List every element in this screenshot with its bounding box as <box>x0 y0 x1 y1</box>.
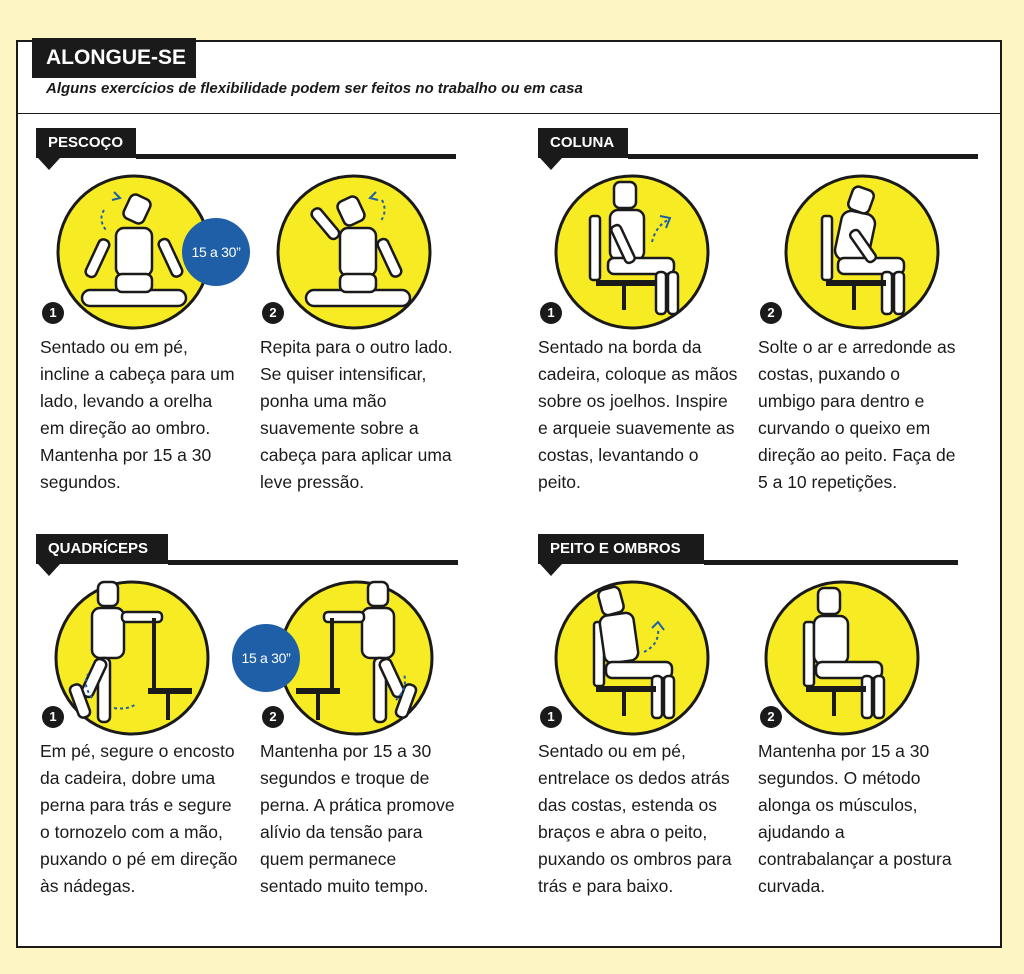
step-number: 2 <box>760 706 782 728</box>
step-description: Em pé, segure o encosto da cadeira, dobre uma perna para trás e segure o tornozelo com a mão, puxando o pé em direção às nádegas. <box>40 741 238 896</box>
page-subtitle: Alguns exercícios de flexibilidade podem ser feitos no trabalho ou em casa <box>46 80 583 97</box>
step-description: Sentado ou em pé, entrelace os dedos atrás das costas, estenda os braços e abra o peito, puxando os ombros para trás e para baixo. <box>538 741 732 896</box>
section-notch <box>38 158 60 170</box>
duration-badge: 15 a 30” <box>182 218 250 286</box>
step-number: 1 <box>42 302 64 324</box>
step-description: Mantenha por 15 a 30 segundos. O método alonga os músculos, ajudando a contrabalançar a postura curvada. <box>758 741 952 896</box>
page-title: ALONGUE-SE <box>32 38 196 78</box>
duration-badge: 15 a 30” <box>232 624 300 692</box>
illustration-quad-stretch-other-leg <box>276 578 436 738</box>
section-rule <box>628 154 978 159</box>
section-rule <box>704 560 958 565</box>
step-number: 2 <box>262 706 284 728</box>
step-description: Mantenha por 15 a 30 segundos e troque de perna. A prática promove alívio da tensão para quem permanece sentado muito tempo. <box>260 741 455 896</box>
illustration-spine-arch <box>552 172 712 332</box>
section-notch <box>38 564 60 576</box>
step-number: 1 <box>540 302 562 324</box>
section-title-coluna: COLUNA <box>538 128 628 158</box>
section-notch <box>540 158 562 170</box>
section-notch <box>540 564 562 576</box>
illustration-chest-hold <box>762 578 922 738</box>
step-description: Sentado ou em pé, incline a cabeça para um lado, levando a orelha em direção ao ombro. Mantenha por 15 a 30 segundos. <box>40 337 235 492</box>
section-title-peito-ombros: PEITO E OMBROS <box>538 534 704 564</box>
illustration-spine-round <box>782 172 942 332</box>
illustration-quad-stretch <box>52 578 212 738</box>
step-description: Repita para o outro lado. Se quiser intensificar, ponha uma mão suavemente sobre a cabeça para aplicar uma leve pressão. <box>260 337 453 492</box>
header-divider <box>18 113 1000 114</box>
step-number: 1 <box>540 706 562 728</box>
step-number: 1 <box>42 706 64 728</box>
section-rule <box>136 154 456 159</box>
step-description: Sentado na borda da cadeira, coloque as mãos sobre os joelhos. Inspire e arqueie suavemente as costas, levantando o peito. <box>538 337 738 492</box>
illustration-neck-tilt-hand <box>274 172 434 332</box>
step-number: 2 <box>262 302 284 324</box>
section-rule <box>168 560 458 565</box>
section-title-pescoco: PESCOÇO <box>36 128 136 158</box>
step-number: 2 <box>760 302 782 324</box>
step-description: Solte o ar e arredonde as costas, puxando o umbigo para dentro e curvando o queixo em direção ao peito. Faça de 5 a 10 repetições. <box>758 337 956 492</box>
section-title-quadriceps: QUADRÍCEPS <box>36 534 168 564</box>
illustration-chest-open <box>552 578 712 738</box>
